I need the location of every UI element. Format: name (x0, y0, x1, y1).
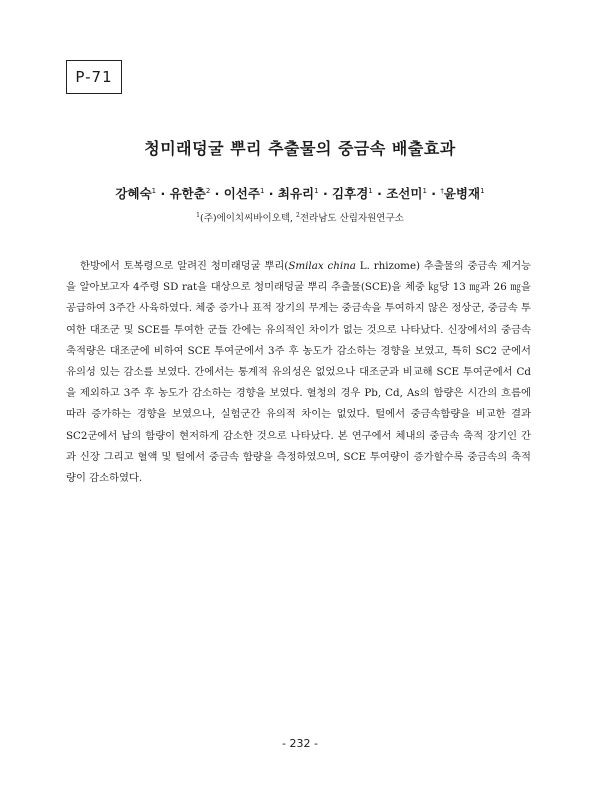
abstract-body: 한방에서 토복령으로 알려진 청미래덩굴 뿌리(Smilax china L. rhizome) 추출물의 중금속 제거능을 알아보고자 4주령 SD rat을 대상으로 청미래덩굴 뿌리 추출물(SCE)을 체중 ㎏당 13 ㎎과 26 ㎎을 공급하여 3주간 사육하였다. 체중 증가나 표적 장기의 무게는 중금속을 투여하지 않은 정상군, 중금속 투여한 대조군 및 SCE를 투여한 군들 간에는 유의적인 차이가 없는 것으로 나타났다. 신장에서의 중금속 축적량은 대조군에 비하여 SCE 투여군에서 3주 후 농도가 감소하는 경향을 보였고, 특히 SC2 군에서 유의성 있는 감소를 보였다. 간에서는 통계적 유의성은 없었으나 대조군과 비교해 SCE 투여군에서 Cd을 제외하고 3주 후 농도가 감소하는 경향을 보였다. 혈청의 경우 Pb, Cd, As의 함량은 시간의 흐름에 따라 증가하는 경향을 보였으나, 실험군간 유의적 차이는 없었다. 털에서 중금속함량을 비교한 결과 SC2군에서 납의 함량이 현저하게 감소한 것으로 나타났다. 본 연구에서 체내의 중금속 축적 장기인 간과 신장 그리고 혈액 및 털에서 중금속 함량을 측정하였으며, SCE 투여량이 증가할수록 중금속의 축적량이 감소하였다. (66, 260, 531, 485)
paper-title: 청미래덩굴 뿌리 추출물의 중금속 배출효과 (144, 139, 456, 158)
author: 최유리$^1$ · (277, 186, 333, 201)
author: 김후경$^1$ · (332, 186, 387, 201)
dagger-mark: † (440, 186, 444, 195)
author: 조선미$^1$ · (386, 186, 441, 201)
affiliation-2: 전라남도 산림자원연구소 (299, 213, 404, 224)
author: 이선주$^1$ · (223, 186, 278, 201)
abstract-id-badge: P-71 (66, 60, 122, 94)
author: 유한춘$^2$ · (169, 186, 224, 201)
author-list (0, 184, 600, 202)
author: 강혜숙$^1$ · (115, 186, 170, 201)
affiliation-1: (주)에이치씨바이오텍, (199, 213, 297, 224)
affiliations: $^1$(주)에이치씨바이오텍, $^2$전라남도 산림자원연구소 (196, 211, 404, 224)
species-name: Smilax china (288, 260, 356, 272)
page-number: - 232 - (282, 737, 318, 750)
corresponding-author: †윤병재$^1$ (440, 186, 485, 201)
